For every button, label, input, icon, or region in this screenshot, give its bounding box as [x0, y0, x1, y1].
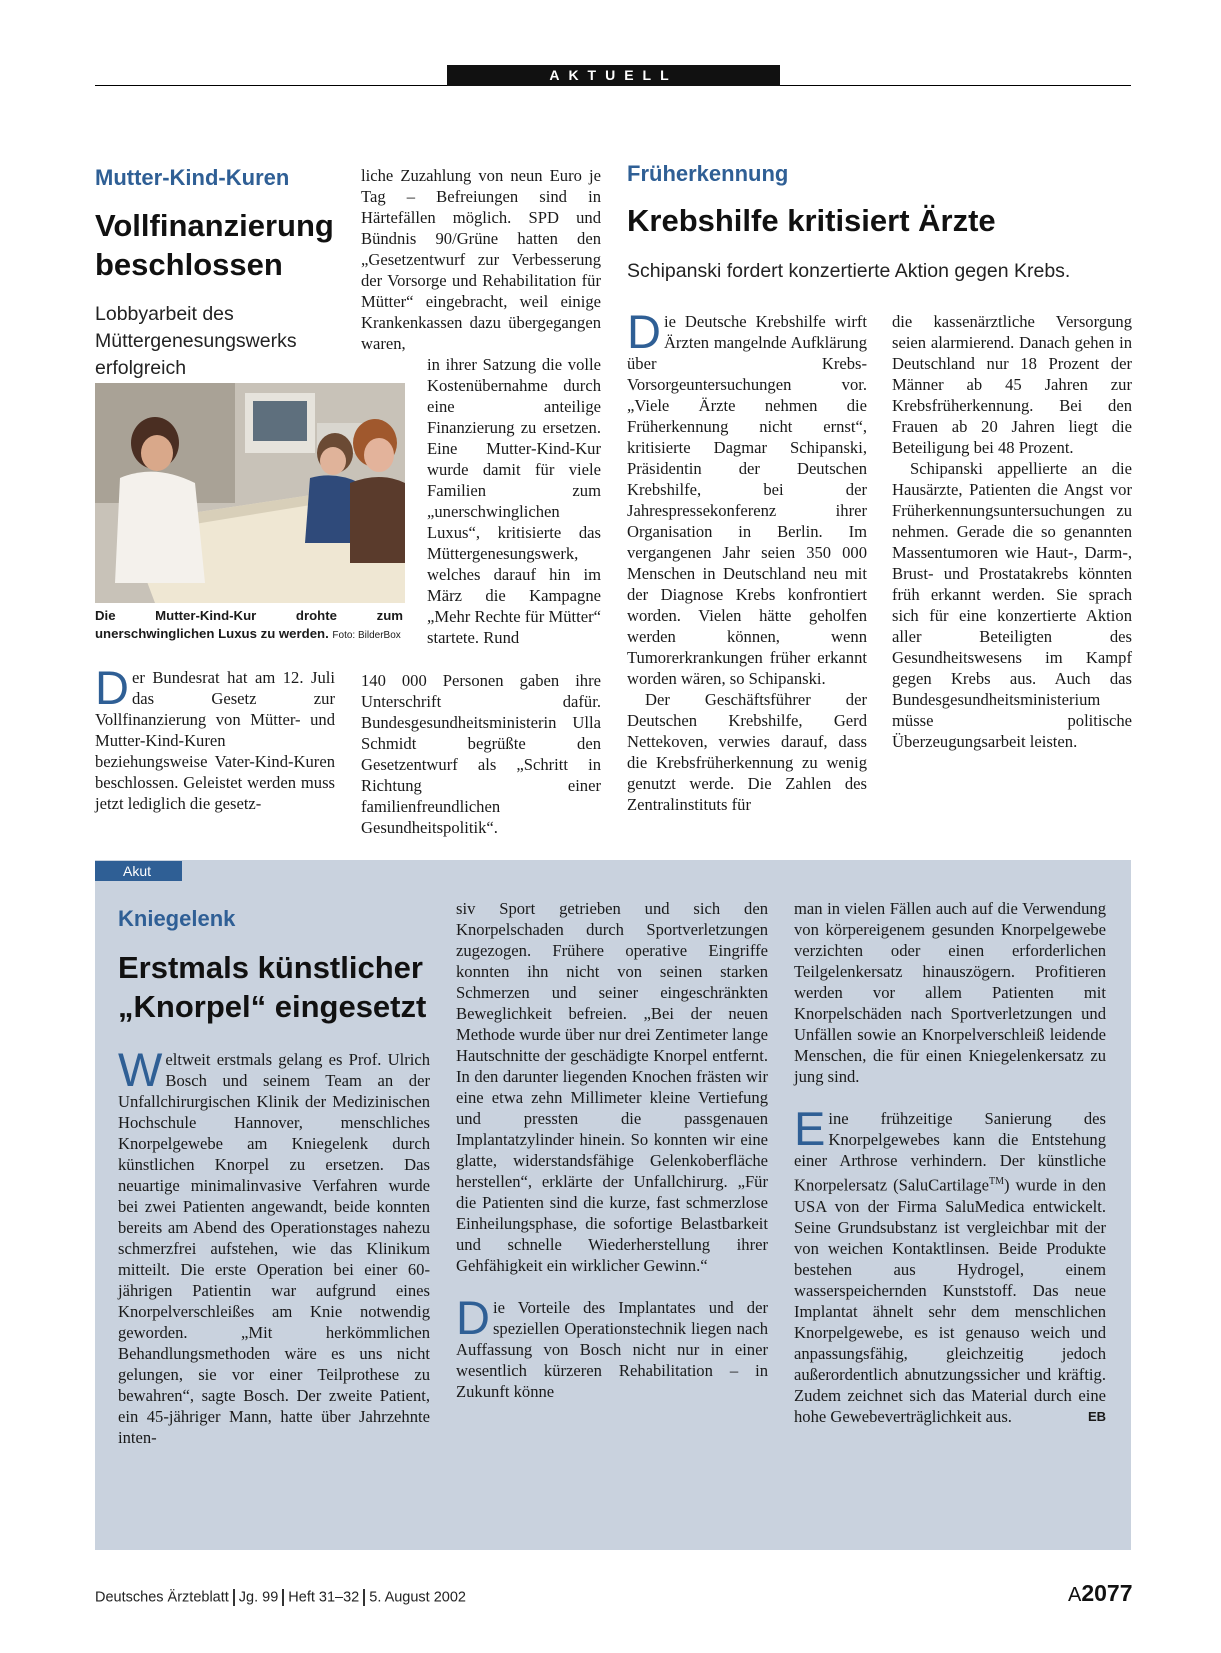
page-number: A2077 [1068, 1580, 1133, 1606]
volume: Jg. 99 [238, 1589, 279, 1606]
article2-deck: Schipanski fordert konzertierte Aktion gegen Krebs. [627, 260, 1071, 282]
article1-kicker: Mutter-Kind-Kuren [95, 165, 290, 190]
box-kicker: Kniegelenk [118, 906, 236, 931]
issue-date: 5. August 2002 [369, 1589, 466, 1606]
box-body-col2: siv Sport getrieben und sich den Knorpelschaden durch Sportverletzungen zugezogen. Frühere operative Eingriffe konnten ihn nicht von seinen starken Schmerzen und seiner eingeschränkten Beweglichkeit befreien. „Bei der neuen Methode wurde über nur drei Zentimeter lange Hautschnitte der geschädigte Knorpel entfernt. In den darunter liegenden Knochen frästen wir eine etwa zehn Millimeter kleine Vertiefung und pressten die passgenauen Implantatzylinder hinein. So konnten wir eine glatte, widerstandsfähige Gelenkoberfläche herstellen“, erklärte der Unfallchirurg. „Für die Patienten sind die kurze, fast schmerzlose Einheilungsphase, die sofortige Belastbarkeit und schnelle Wiederherstellung ihrer Gehfähigkeit ein wirklicher Gewinn.“ Die Vorteile des Implantates und der speziellen Operationstechnik liegen nach Auffassung von Bosch nicht nur in einer wesentlich kürzeren Rehabilitation – in Zukunft könne [456, 899, 768, 1401]
box-body-col1: Weltweit erstmals gelang es Prof. Ulrich Bosch und seinem Team an der Unfallchirurgischen Klinik der Medizinischen Hochschule Hannover, menschliches Knorpelgewebe am Kniegelenk durch künstlichen Knorpel zu ersetzen. Das neuartige minimalinvasive Verfahren wurde bei zwei Patienten angewandt, beide konnten bereits am Abend des Operationstages nahezu schmerzfrei aufstehen, wie das Klinikum mitteilt. Die erste Operation bei einer 60-jährigen Patientin war aufgrund eines Knorpelverschleißes am Knie notwendig geworden. „Mit herkömmlichen Behandlungsmethoden wäre es uns nicht gelungen, sie vor einer Teilprothese zu bewahren“, sagte Bosch. Der zweite Patient, ein 45-jähriger Mann, hatte über Jahrzehnte inten- [118, 1043, 430, 1447]
dropcap: W [118, 1043, 163, 1096]
article2-title: Krebshilfe kritisiert Ärzte [627, 203, 996, 238]
article1-photo [95, 383, 405, 603]
author-signature: EB [1087, 1408, 1106, 1424]
article1-deck: Lobbyarbeit des Müttergenesungswerks erfolgreich [95, 303, 297, 379]
footer-citation [95, 1589, 466, 1606]
section-label: AKTUELL [447, 65, 780, 86]
dropcap: D [627, 305, 661, 358]
dropcap: D [95, 661, 129, 714]
article2-body-col2: die kassenärztliche Versorgung seien alarmierend. Danach gehen in Deutschland nur 18 Prozent der Männer ab 45 Jahren zur Krebsfrüherkennung. Bei den Frauen ab 20 Jahren liegt die Beteiligung bei 48 Prozent. Schipanski appellierte an die Hausärzte, Patienten die Angst vor Früherkennungsuntersuchungen zu nehmen. Gerade die so genannten Massentumoren wie Haut-, Darm-, Brust- und Prostatakrebs könnten früh erkannt werden. Sie sprach sich für eine konzertierte Aktion aller Beteiligten des Gesundheitswesens im Kampf gegen Krebs aus. Auch das Bundesgesundheitsministerium müsse politische Überzeugungsarbeit leisten. [892, 312, 1132, 751]
box-body-col3: man in vielen Fällen auch auf die Verwendung von körpereigenem gesunden Knorpelgewebe verzichten oder einen erforderlichen Teilgelenkersatz hinauszögern. Profitieren werden vor allem Patienten mit Knorpelschäden nach Sportverletzungen und Unfällen sowie an Knorpelverschleiß leidende Menschen, die für einen Kniegelenkersatz zu jung sind. Eine frühzeitige Sanierung des Knorpelgewebes kann die Entstehung einer Arthrose verhindern. Der künstliche Knorpelersatz (SaluCartilage™) wurde in den USA von der Firma SaluMedica entwickelt. Seine Grundsubstanz ist vergleichbar mit der von weichen Kontaktlinsen. Beide Produkte bestehen aus Hydrogel, einem wasserspeichernden Kunststoff. Das neue Implantat ähnelt sehr dem menschlichen Knorpelgewebe, es ist genauso weich und anpassungsfähig, gleichzeitig jedoch außerordentlich abnutzungssicher und kräftig. Zudem zeichnet sich das Material durch eine hohe Gewebeverträglichkeit aus. EB [794, 899, 1106, 1426]
article1-body-col1: Der Bundesrat hat am 12. Juli das Gesetz zur Vollfinanzierung von Mütter- und Mutter-Kind-Kuren beziehungsweise Vater-Kind-Kuren beschlossen. Geleistet werden muss jetzt lediglich die gesetz- [95, 661, 335, 813]
article2-kicker: Früherkennung [627, 161, 789, 186]
article1-title: Vollfinanzierung beschlossen [95, 208, 334, 282]
issue: Heft 31–32 [288, 1589, 360, 1606]
box-title: Erstmals künstlicher „Knorpel“ eingesetzt [118, 950, 427, 1024]
article2-body-col1: Die Deutsche Krebshilfe wirft Ärzten mangelnde Aufklärung über Krebs-Vorsorgeuntersuchungen vor. „Viele Ärzte nehmen die Früherkennung nicht ernst“, kritisierte Dagmar Schipanski, Präsidentin der Deutschen Krebshilfe, bei der Jahrespressekonferenz ihrer Organisation in Berlin. Im vergangenen Jahr seien 350 000 Menschen in Deutschland neu mit der Diagnose Krebs konfrontiert worden. Vielen hätte geholfen werden können, wenn Tumorerkrankungen früher erkannt worden wären, so Schipanski. Der Geschäftsführer der Deutschen Krebshilfe, Gerd Nettekoven, verwies darauf, dass die Krebsfrüherkennung zu wenig genutzt werde. Die Zahlen des Zentralinstituts für [627, 305, 867, 814]
journal-name: Deutsches Ärzteblatt [95, 1589, 229, 1606]
dropcap: E [794, 1102, 826, 1155]
dropcap: D [456, 1291, 490, 1344]
article1-body-col2-bottom: 140 000 Personen gaben ihre Unterschrift dafür. Bundesgesundheitsministerin Ulla Schmidt begrüßte den Gesetzentwurf als „Schritt in Richtung einer familienfreundlichen Gesundheitspolitik“. [361, 671, 601, 837]
box-tab-label: Akut [95, 861, 182, 881]
article1-photo-caption: Die Mutter-Kind-Kur drohte zum unerschwinglichen Luxus zu werden. Foto: BilderBox [95, 608, 403, 641]
article1-body-col2-narrow: in ihrer Satzung die volle Kostenübernahme durch eine anteilige Finanzierung zu ersetzen. Eine Mutter-Kind-Kur wurde damit für viele Familien zum „unerschwinglichen Luxus“, kritisierte das Müttergenesungswerk, welches darauf hin im März die Kampagne „Mehr Rechte für Mütter“ startete. Rund [427, 355, 601, 647]
photo-credit: Foto: BilderBox [332, 630, 401, 641]
article1-body-col2-top: liche Zuzahlung von neun Euro je Tag – Befreiungen sind in Härtefällen möglich. SPD und Bündnis 90/Grüne hatten den „Gesetzentwurf zur Verbesserung der Vorsorge und Rehabilitation für Mütter“ eingebracht, weil einige Krankenkassen dazu übergegangen waren, [361, 166, 601, 353]
